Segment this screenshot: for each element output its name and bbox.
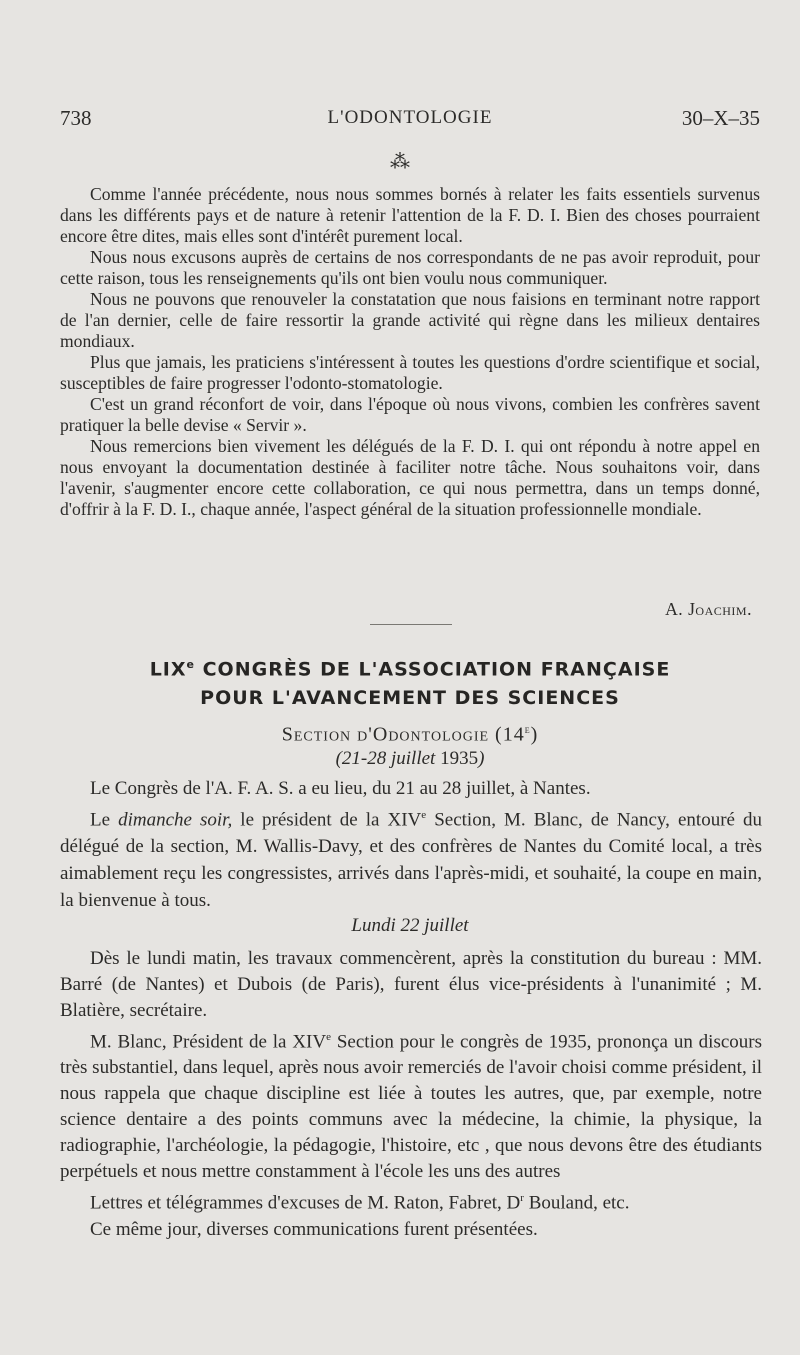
day-subheading: Lundi 22 juillet [351,915,469,936]
page-number: 738 [60,106,92,130]
section-heading: Section d'Odontologie (14e) [281,722,539,746]
paragraph: C'est un grand réconfort de voir, dans l'époque où nous vivons, combien les confrères savent pratiquer la belle devise « Servir ». [60,394,760,435]
paragraph: Le Congrès de l'A. F. A. S. a eu lieu, du 21 au 28 juillet, à Nantes. [90,778,591,799]
paragraph: Comme l'année précédente, nous nous sommes bornés à relater les faits essentiels survenus dans les différents pays et de nature à retenir l'attention de la F. D. I. Bien des choses pourraient encore être dites, mais elles sont d'intérêt purement local. [60,184,760,246]
paragraph: Nous ne pouvons que renouveler la constatation que nous faisions en terminant notre rapport de l'an dernier, celle de faire ressortir la grande activité qui règne dans les milieux dentaires mondiaux. [60,289,760,351]
congress-heading-line1: LIXe CONGRÈS DE L'ASSOCIATION FRANÇAISE [149,658,671,681]
article-body [60,184,760,520]
congress-proceedings [60,946,762,1243]
section-divider [370,624,452,625]
issue-date: 30–X–35 [681,106,760,130]
paragraph: Nous remercions bien vivement les délégués de la F. D. I. qui ont répondu à notre appel en nous envoyant la documentation destinée à faciliter notre tâche. Nous souhaitons voir, dans l'avenir, s'augmenter encore cette collaboration, ce qui nous permettra, dans un temps donné, d'offrir à la F. D. I., chaque année, l'aspect général de la situation professionnelle mondiale. [60,436,760,519]
paragraph: Le dimanche soir, le président de la XIVe Section, M. Blanc, de Nancy, entouré du délégué de la section, M. Wallis-Davy, et des confrères de Nantes du Comité local, a très aimablement reçu les congressistes, arrivés dans l'après-midi, et souhaité, la coupe en main, la bienvenue à tous. [60,809,763,912]
congress-dates: (21-28 juillet 1935) [335,748,485,769]
author-signature: A. Joachim. [665,599,752,619]
paragraph: Dès le lundi matin, les travaux commencèrent, après la constitution du bureau : MM. Barré (de Nantes) et Dubois (de Paris), furent élus vice-présidents à l'unanimité ; M. Blatière, secrétaire. [60,948,762,1021]
paragraph: Lettres et télégrammes d'excuses de M. Raton, Fabret, $D^r$ Bouland, etc. [90,1192,630,1214]
paragraph: Ce même jour, diverses communications furent présentées. [90,1218,538,1240]
journal-title: L'ODONTOLOGIE [327,107,493,128]
congress-heading-line2: POUR L'AVANCEMENT DES SCIENCES [200,687,620,710]
congress-heading [60,650,760,713]
asterism-separator: ⁂ [390,151,410,173]
paragraph: Plus que jamais, les praticiens s'intéressent à toutes les questions d'ordre scientifique et social, susceptibles de faire progresser l'odonto-stomatologie. [60,352,760,393]
congress-intro [60,775,762,914]
paragraph: M. Blanc, Président de la XIVe Section pour le congrès de 1935, prononça un discours très substantiel, dans lequel, après nous avoir remerciés de l'avoir choisi comme président, il nous rappela que chaque discipline est liée à toutes les autres, que, par exemple, notre science dentaire a des points communs avec la médecine, la chimie, la physique, la radiographie, l'archéologie, la pédagogie, l'histoire, etc , que nous devons être des étudiants perpétuels et nous mettre constamment à l'école les uns des autres [60,1031,762,1183]
paragraph: Nous nous excusons auprès de certains de nos correspondants de ne pas avoir reproduit, pour cette raison, tous les renseignements qu'ils ont bien voulu nous communiquer. [60,247,760,288]
